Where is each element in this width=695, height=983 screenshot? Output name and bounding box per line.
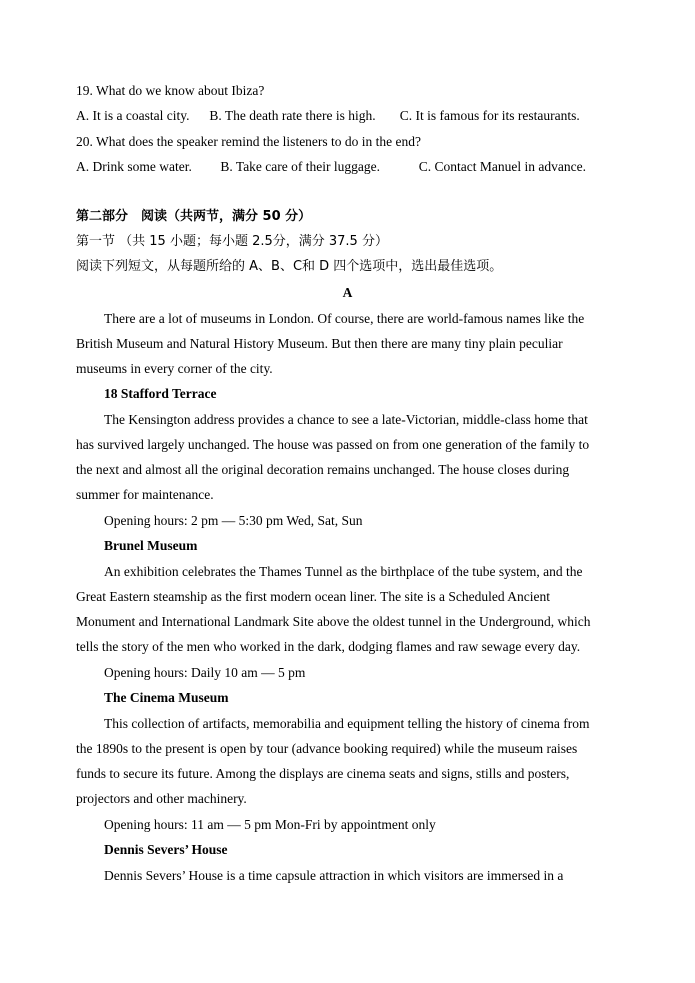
question-19-options (76, 107, 621, 125)
cinema-line-3: funds to secure its future. Among the displays are cinema seats and signs, stills and posters, (76, 766, 570, 781)
question-19-option-b: B. The death rate there is high. (209, 108, 376, 123)
museum-heading-stafford: 18 Stafford Terrace (104, 386, 217, 401)
brunel-hours: Opening hours: Daily 10 am — 5 pm (104, 665, 306, 680)
cinema-hours: Opening hours: 11 am — 5 pm Mon-Fri by appointment only (104, 817, 436, 832)
question-20-option-a: A. Drink some water. (76, 159, 192, 174)
cinema-line-1: This collection of artifacts, memorabilia and equipment telling the history of cinema from (104, 716, 590, 731)
cinema-line-4: projectors and other machinery. (76, 791, 247, 806)
stafford-line-4: summer for maintenance. (76, 487, 214, 502)
museum-heading-cinema: The Cinema Museum (104, 690, 229, 705)
brunel-line-2: Great Eastern steamship as the first modern ocean liner. The site is a Scheduled Ancient (76, 589, 550, 604)
intro-line-3: museums in every corner of the city. (76, 361, 273, 376)
section-part-title: 第二部分 阅读（共两节，满分 50 分） (76, 209, 312, 224)
question-19-option-c: C. It is famous for its restaurants. (399, 108, 580, 123)
museum-heading-severs: Dennis Severs’ House (104, 842, 228, 857)
question-19-option-a: A. It is a coastal city. (76, 108, 190, 123)
question-19-stem: 19. What do we know about Ibiza? (76, 83, 265, 98)
stafford-hours: Opening hours: 2 pm — 5:30 pm Wed, Sat, Sun (104, 513, 363, 528)
brunel-line-4: tells the story of the men who worked in the dark, dodging flames and raw sewage every day. (76, 639, 581, 654)
intro-line-2: British Museum and Natural History Museum. But then there are many tiny plain peculiar (76, 336, 563, 351)
stafford-line-3: the next and almost all the original decoration remains unchanged. The house closes during (76, 462, 570, 477)
intro-line-1: There are a lot of museums in London. Of course, there are world-famous names like the (104, 311, 585, 326)
brunel-line-1: An exhibition celebrates the Thames Tunnel as the birthplace of the tube system, and the (104, 564, 583, 579)
stafford-line-2: has survived largely unchanged. The house was passed on from one generation of the family to (76, 437, 590, 452)
museum-heading-brunel: Brunel Museum (104, 538, 198, 553)
cinema-line-2: the 1890s to the present is open by tour (advance booking required) while the museum raises (76, 741, 578, 756)
question-20-option-b: B. Take care of their luggage. (220, 159, 380, 174)
question-20-stem: 20. What does the speaker remind the listeners to do in the end? (76, 134, 422, 149)
passage-label: A (342, 285, 353, 300)
question-20-option-c: C. Contact Manuel in advance. (418, 159, 586, 174)
severs-line-1: Dennis Severs’ House is a time capsule attraction in which visitors are immersed in a (104, 868, 564, 883)
section-instruction: 阅读下列短文，从每题所给的 A、B、C和 D 四个选项中，选出最佳选项。 (76, 259, 503, 274)
brunel-line-3: Monument and International Landmark Site above the oldest tunnel in the Underground, which (76, 614, 591, 629)
section-sub-title: 第一节 （共 15 小题；每小题 2.5分，满分 37.5 分） (76, 234, 388, 249)
stafford-line-1: The Kensington address provides a chance to see a late-Victorian, middle-class home that (104, 412, 588, 427)
question-20-options (76, 158, 621, 176)
